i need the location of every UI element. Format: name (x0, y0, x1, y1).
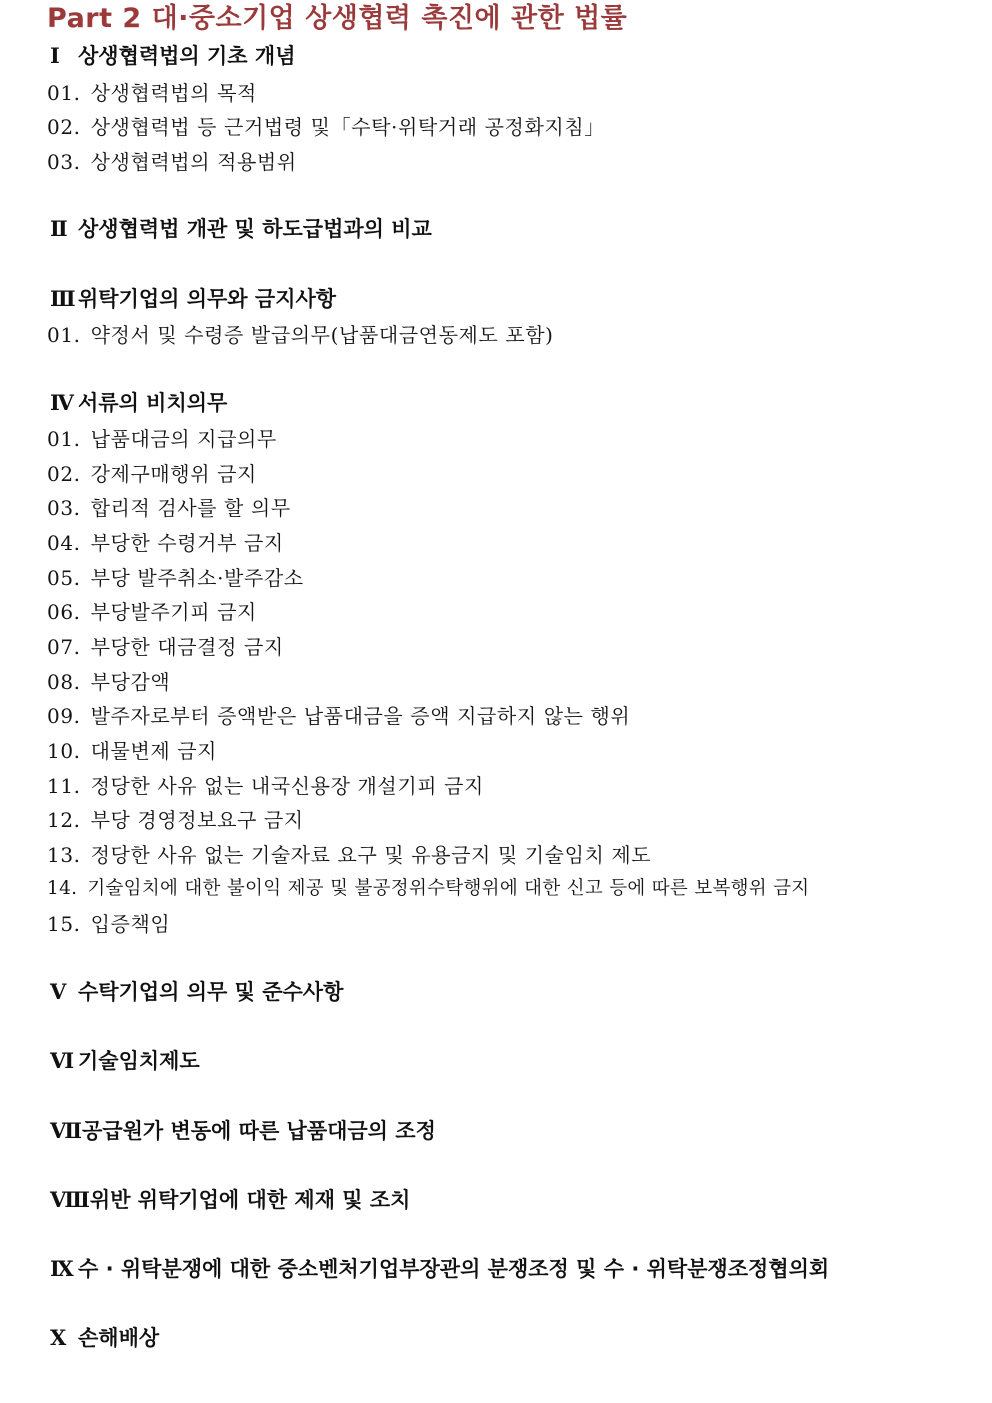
list-item (47, 562, 304, 591)
section-number: Ⅳ (50, 390, 74, 415)
item-number: 07. (47, 635, 81, 659)
section-number: Ⅹ (50, 1325, 67, 1350)
section-number: Ⅷ (50, 1187, 90, 1212)
section-heading-4 (50, 387, 227, 417)
item-number: 09. (47, 704, 81, 728)
item-text: 부당감액 (90, 670, 171, 694)
item-text: 정당한 사유 없는 기술자료 요구 및 유용금지 및 기술임치 제도 (90, 843, 652, 867)
section-heading-8 (50, 1184, 410, 1214)
list-item (47, 423, 277, 452)
section-number: Ⅱ (50, 216, 68, 241)
list-item (47, 492, 291, 521)
item-number: 15. (47, 912, 81, 936)
section-heading-5 (50, 976, 343, 1006)
section-title: 상생협력법의 기초 개념 (78, 44, 296, 68)
item-number: 10. (47, 739, 81, 763)
item-number: 08. (47, 670, 81, 694)
item-text: 약정서 및 수령증 발급의무(납품대금연동제도 포함) (90, 323, 554, 347)
section-title: 수 · 위탁분쟁에 대한 중소벤처기업부장관의 분쟁조정 및 수 · 위탁분쟁조정협의회 (78, 1257, 830, 1281)
section-heading-9 (50, 1253, 829, 1283)
section-number: Ⅵ (50, 1048, 75, 1073)
item-text: 상생협력법의 적용범위 (90, 150, 297, 174)
list-item (47, 631, 284, 660)
section-title: 손해배상 (78, 1326, 160, 1350)
item-text: 합리적 검사를 할 의무 (90, 496, 291, 520)
item-number: 05. (47, 566, 81, 590)
item-number: 06. (47, 600, 81, 624)
item-number: 12. (47, 808, 81, 832)
section-title: 공급원가 변동에 따른 납품대금의 조정 (82, 1119, 436, 1143)
item-text: 기술임치에 대한 불이익 제공 및 불공정위수탁행위에 대한 신고 등에 따른 보복행위 금지 (87, 878, 810, 899)
item-text: 부당한 대금결정 금지 (90, 635, 284, 659)
list-item (47, 908, 170, 937)
section-number: Ⅲ (50, 286, 76, 311)
list-item (47, 874, 809, 900)
list-item (47, 319, 554, 348)
item-text: 대물변제 금지 (90, 739, 218, 763)
list-item (47, 770, 484, 799)
list-item (47, 804, 304, 833)
list-item (47, 146, 297, 175)
item-text: 강제구매행위 금지 (90, 462, 257, 486)
item-number: 14. (47, 878, 78, 899)
item-text: 정당한 사유 없는 내국신용장 개설기피 금지 (90, 774, 484, 798)
list-item (47, 527, 284, 556)
section-heading-2 (50, 213, 432, 243)
list-item (47, 700, 630, 729)
item-text: 상생협력법 등 근거법령 및「수탁·위탁거래 공정화지침」 (90, 115, 605, 139)
section-number: Ⅰ (50, 43, 60, 68)
part-title: Part 2 대·중소기업 상생협력 촉진에 관한 법률 (47, 3, 628, 34)
item-number: 01. (47, 427, 81, 451)
list-item (47, 666, 170, 695)
item-number: 04. (47, 531, 81, 555)
item-number: 03. (47, 496, 81, 520)
list-item (47, 596, 257, 625)
item-number: 11. (47, 774, 81, 798)
section-heading-1 (50, 40, 295, 70)
section-heading-7 (50, 1115, 436, 1145)
section-heading-6 (50, 1045, 200, 1075)
list-item (47, 839, 651, 868)
list-item (47, 735, 217, 764)
item-text: 부당발주기피 금지 (90, 600, 257, 624)
section-number: Ⅸ (50, 1256, 74, 1281)
section-title: 위반 위탁기업에 대한 제재 및 조치 (89, 1188, 411, 1212)
section-heading-10 (50, 1322, 159, 1352)
section-title: 수탁기업의 의무 및 준수사항 (78, 980, 344, 1004)
item-number: 02. (47, 462, 81, 486)
item-number: 03. (47, 150, 81, 174)
item-text: 부당한 수령거부 금지 (90, 531, 284, 555)
item-text: 입증책임 (90, 912, 171, 936)
item-text: 발주자로부터 증액받은 납품대금을 증액 지급하지 않는 행위 (90, 704, 631, 728)
section-title: 상생협력법 개관 및 하도급법과의 비교 (78, 217, 432, 241)
item-text: 상생협력법의 목적 (90, 81, 257, 105)
section-number: Ⅴ (50, 979, 67, 1004)
item-number: 13. (47, 843, 81, 867)
section-title: 기술임치제도 (78, 1049, 200, 1073)
item-text: 부당 발주취소·발주감소 (90, 566, 304, 590)
item-number: 01. (47, 323, 81, 347)
section-heading-3 (50, 283, 336, 313)
list-item (47, 111, 605, 140)
item-text: 부당 경영정보요구 금지 (90, 808, 304, 832)
section-title: 서류의 비치의무 (78, 391, 228, 415)
item-text: 납품대금의 지급의무 (90, 427, 277, 451)
section-number: Ⅶ (50, 1118, 83, 1143)
list-item (47, 458, 257, 487)
list-item (47, 77, 257, 106)
item-number: 02. (47, 115, 81, 139)
item-number: 01. (47, 81, 81, 105)
section-title: 위탁기업의 의무와 금지사항 (78, 287, 337, 311)
